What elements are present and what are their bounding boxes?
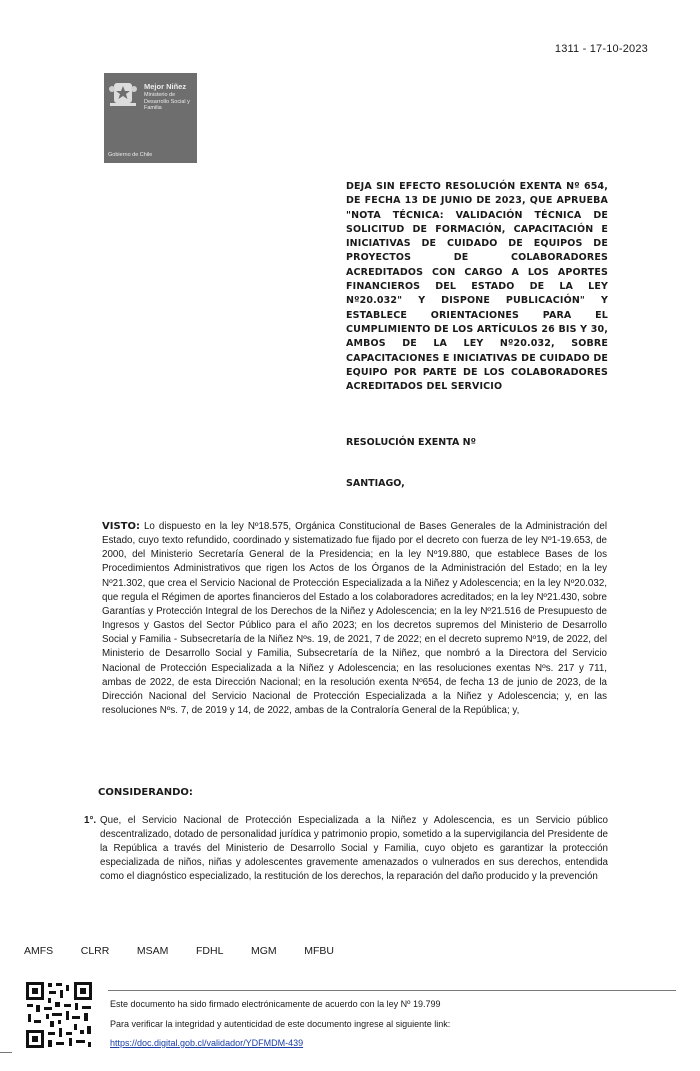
initials-row (24, 945, 334, 957)
initials-item: MSAM (136, 945, 169, 957)
city-label: SANTIAGO, (346, 478, 405, 489)
chile-coat-of-arms-icon (108, 79, 138, 109)
document-title: DEJA SIN EFECTO RESOLUCIÓN EXENTA Nº 654, DE FECHA 13 DE JUNIO DE 2023, QUE APRUEBA "NOTA TÉCNICA: VALIDACIÓN TÉCNICA DE SOLICITUD DE FORMACIÓN, CAPACITACIÓN E INICIATIVAS DE CUIDADO DE EQUIPOS DE PROYECTOS DE COLABORADORES ACREDITADOS CON CARGO A LOS APORTES FINANCIEROS DEL ESTADO DE LA LEY Nº20.032" Y DISPONE PUBLICACIÓN" Y ESTABLECE ORIENTACIONES PARA EL CUMPLIMIENTO DE LOS ARTÍCULOS 26 BIS Y 30, AMBOS DE LA LEY Nº20.032, SOBRE CAPACITACIONES E INICIATIVAS DE CUIDADO DE EQUIPO POR PARTE DE LOS COLABORADORES ACREDITADOS DEL SERVICIO (346, 181, 608, 393)
logo-subtitle: Ministerio de Desarrollo Social y Familia (144, 92, 190, 111)
logo-title: Mejor Niñez (144, 82, 187, 91)
considerando-item (84, 814, 608, 900)
initials-item: MGM (251, 945, 277, 957)
institution-logo (104, 73, 197, 163)
verification-link[interactable]: https://doc.digital.gob.cl/validador/YDFMDM-439 (110, 1038, 304, 1048)
initials-item: AMFS (24, 945, 54, 957)
verification-notice: Para verificar la integridad y autenticidad de este documento ingrese al siguiente link: (110, 1019, 451, 1029)
resolution-label: RESOLUCIÓN EXENTA Nº (346, 437, 476, 448)
initials-item: MFBU (304, 945, 334, 957)
initials-item: CLRR (80, 945, 110, 957)
initials-item: FDHL (196, 945, 224, 957)
considerando-text: Que, el Servicio Nacional de Protección Especializada a la Niñez y Adolescencia, es un Servicio público descentralizado, dotado de personalidad jurídica y patrimonio propio, sometido a la supervigilancia del Presidente de la República a través del Ministerio de Desarrollo Social y Familia, cuyo objeto es garantizar la protección especializada de niños, niñas y adolescentes gravemente amenazados o vulnerados en sus derechos, entendida como el diagnóstico especializado, la restitución de los derechos, la reparación del daño producido y la prevención (100, 815, 608, 883)
signature-divider (108, 990, 676, 991)
visto-text: Lo dispuesto en la ley Nº18.575, Orgánica Constitucional de Bases Generales de la Administración del Estado, cuyo texto refundido, coordinado y sistematizado fue fijado por el decreto con fuerza de ley Nº1-19.653, de 2000, del Ministerio Secretaría General de la Presidencia; en la ley Nº19.880, que establece Bases de los Procedimientos Administrativos que rigen los Actos de los Órganos de la Administración del Estado; en la ley Nº21.302, que crea el Servicio Nacional de Protección Especializada a la Niñez y Adolescencia; en la ley Nº20.032, que regula el Régimen de aportes financieros del Estado a los colaboradores acreditados; en la ley Nº21.430, sobre Garantías y Protección Integral de los Derechos de la Niñez y Adolescencia; en la ley Nº21.516 de Presupuesto de Ingresos y Gastos del Sector Público para el año 2023; en los decretos supremos del Ministerio de Desarrollo Social y Familia - Subsecretaría de la Niñez Nºs. 19, de 2021, 7 de 2022; en el decreto supremo Nº19, de 2022, del Ministerio de Desarrollo Social y Familia, Subsecretaría de la Niñez, que nombró a la Directora del Servicio Nacional de Protección Especializada a la Niñez y Adolescencia; en las resoluciones exentas Nºs. 217 y 711, ambas de 2022, de esta Dirección Nacional; en la resolución exenta Nº654, de fecha 13 de junio de 2023, de la Dirección Nacional del Servicio Nacional de Protección Especializada a la Niñez y Adolescencia; y, en las resoluciones Nºs. 7, de 2019 y 14, de 2022, ambas de la Contraloría General de la República; y, (102, 521, 607, 717)
considerando-heading: CONSIDERANDO: (98, 787, 193, 798)
visto-label: VISTO: (102, 521, 140, 532)
qr-code-icon[interactable] (24, 980, 94, 1050)
document-folio: 1311 - 17-10-2023 (554, 43, 648, 55)
signature-notice: Este documento ha sido firmado electrónicamente de acuerdo con la ley Nº 19.799 (110, 999, 441, 1009)
page-edge-mark (0, 1052, 12, 1053)
considerando-number: 1°. (84, 815, 97, 826)
logo-footer: Gobierno de Chile (108, 152, 153, 158)
visto-section (102, 520, 607, 718)
